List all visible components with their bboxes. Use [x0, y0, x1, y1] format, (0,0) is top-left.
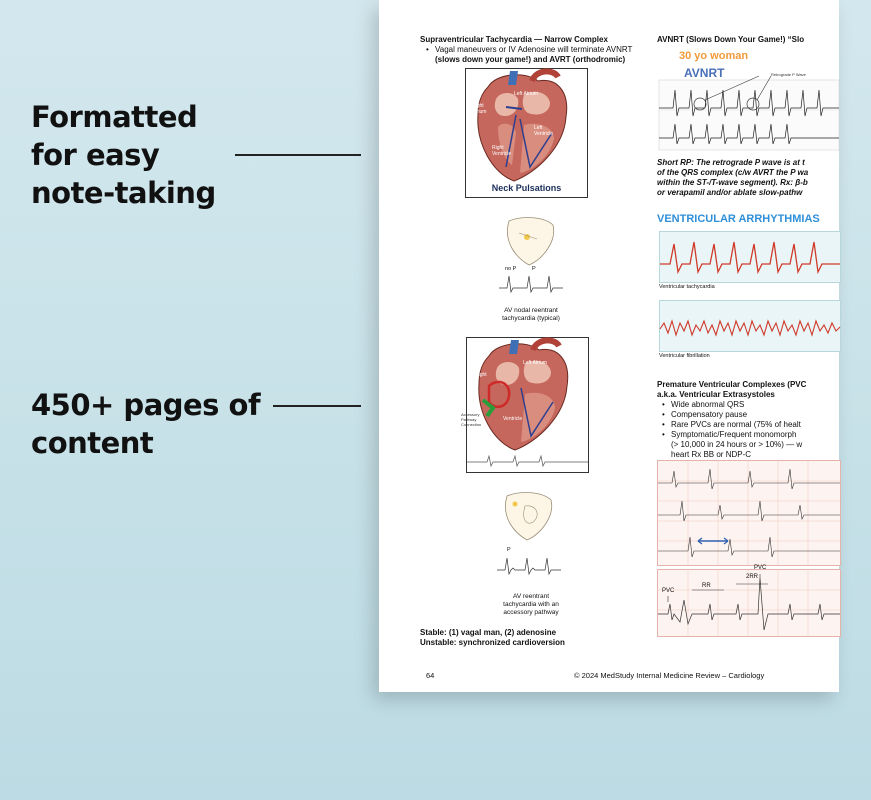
pvc-tail	[671, 440, 802, 460]
callout-formatted-line-3: note-taking	[31, 176, 216, 210]
page-number: 64	[426, 671, 435, 680]
pvc-left-label: PVC	[662, 588, 675, 594]
pvc-tail-line-1: (> 10,000 in 24 hours or > 10%) — w	[671, 440, 803, 449]
heart-2-ventricle: Ventricle	[503, 416, 523, 422]
ventricular-arrhythmias-heading: VENTRICULAR ARRHYTHMIAS	[657, 213, 820, 225]
callout-formatted-connector	[235, 154, 361, 156]
pvc-bullet-4: • Symptomatic/Frequent monomorph	[671, 430, 871, 440]
pvc-top-label: PVC	[754, 565, 767, 571]
avrt-mini-heart-graphic	[497, 490, 559, 542]
avnrt-caption-line-1: AV nodal reentrant	[504, 307, 558, 314]
avrt-caption-line-3: accessory pathway	[503, 609, 559, 616]
avnrt-label: AVNRT	[684, 66, 725, 80]
avnrt-no-p-label: no P	[505, 266, 517, 272]
heart-diagram-2	[461, 337, 589, 473]
pathway-label-line-2: Pathway	[461, 417, 477, 422]
heart-1-left-atrium: Left Atrium	[514, 91, 538, 97]
callout-pages-connector	[273, 405, 361, 407]
heart-2-pathway-label	[461, 412, 481, 427]
avrt-caption	[485, 593, 577, 617]
pvc-tail-line-2: heart Rx BB or NDP-C	[671, 450, 752, 459]
callout-formatted	[31, 98, 216, 212]
callout-pages-line-2: content	[31, 426, 154, 460]
avrt-p-label: P	[507, 547, 511, 553]
avnrt-p-label: P	[532, 266, 536, 272]
pvc-ecg-12lead	[657, 460, 841, 566]
pvc-ecg-12lead-graphic	[658, 461, 840, 565]
short-rp-line-3: within the ST-/T-wave segment). Rx: β-b	[657, 178, 808, 187]
avnrt-mini-heart-graphic	[499, 215, 561, 267]
avnrt-caption-line-2: tachycardia (typical)	[502, 315, 560, 322]
avrt-mini-ecg	[497, 556, 561, 576]
avnrt-mini-heart	[499, 215, 561, 267]
vt-strip	[659, 231, 841, 283]
retrograde-tag: Retrograde P Wave	[771, 72, 806, 77]
heart-1-illustration	[466, 69, 587, 197]
pathway-label-line-3: Connection	[461, 422, 482, 427]
heart-1-right-atrium: Right Atrium	[472, 103, 487, 115]
neck-pulsations-label: Neck Pulsations	[491, 183, 562, 193]
avrt-caption-line-2: tachycardia with an	[503, 601, 559, 608]
two-rr-label: 2RR	[746, 574, 759, 580]
heart-1-right-ventricle: Right Ventricle	[492, 145, 512, 157]
vt-caption: Ventricular tachycardia	[659, 284, 715, 290]
short-rp-line-1: Short RP: The retrograde P wave is at t	[657, 158, 805, 167]
stable-text: Stable: (1) vagal man, (2) adenosine	[420, 628, 557, 637]
pvc-ecg-rhythm	[657, 565, 841, 637]
heart-2-illustration	[467, 338, 588, 472]
avrt-caption-line-1: AV reentrant	[512, 593, 549, 600]
avnrt-caption	[485, 307, 577, 323]
avnrt-heading: AVNRT (Slows Down Your Game!) “Slo	[657, 35, 805, 44]
pvc-bullet-3: • Rare PVCs are normal (75% of healt	[671, 420, 871, 430]
heart-2-right: Right	[475, 372, 487, 378]
callout-formatted-line-1: Formatted	[31, 100, 198, 134]
callout-pages-line-1: 450+ pages of	[31, 388, 261, 422]
vt-waveform	[660, 232, 840, 282]
pvc-bullets	[659, 400, 871, 440]
svt-heading: Supraventricular Tachycardia — Narrow Complex	[420, 35, 608, 44]
vf-caption: Ventricular fibrillation	[659, 353, 710, 359]
heart-diagram-1	[465, 68, 588, 198]
pvc-bullet-2: • Compensatory pause	[671, 410, 871, 420]
avnrt-ecg-strip	[659, 80, 839, 150]
short-rp-line-4: or verapamil and/or ablate slow-pathw	[657, 188, 803, 197]
footer-copyright: © 2024 MedStudy Internal Medicine Review – Cardiology	[574, 671, 765, 680]
callout-formatted-line-2: for easy	[31, 138, 160, 172]
avrt-mini-heart	[497, 490, 559, 542]
short-rp-text	[657, 158, 857, 198]
svt-bullet-1	[435, 45, 655, 65]
patient-label: 30 yo woman	[679, 50, 749, 62]
heart-2-left-atrium: Left Atrium	[523, 360, 547, 366]
book-page	[379, 0, 839, 692]
pvc-heading: Premature Ventricular Complexes (PVC	[657, 380, 807, 389]
callout-pages	[31, 386, 260, 462]
pathway-label-line-1: Accessory	[461, 412, 480, 417]
vf-strip	[659, 300, 841, 352]
unstable-text: Unstable: synchronized cardioversion	[420, 638, 565, 647]
svt-bullet-2-text: (slows down your game!) and AVRT (orthodromic)	[435, 55, 626, 64]
svt-bullet-1-text: Vagal maneuvers or IV Adenosine will terminate AVNRT	[435, 45, 633, 54]
pvc-bullet-1: • Wide abnormal QRS	[671, 400, 871, 410]
svt-bullets	[423, 45, 655, 65]
rr-label: RR	[702, 583, 711, 589]
pvc-aka: a.k.a. Ventricular Extrasystoles	[657, 390, 775, 399]
vf-waveform	[660, 301, 840, 351]
heart-1-left-ventricle: Left Ventricle	[534, 125, 554, 137]
short-rp-line-2: of the QRS complex (c/w AVRT the P wa	[657, 168, 809, 177]
avnrt-mini-ecg	[499, 274, 563, 294]
